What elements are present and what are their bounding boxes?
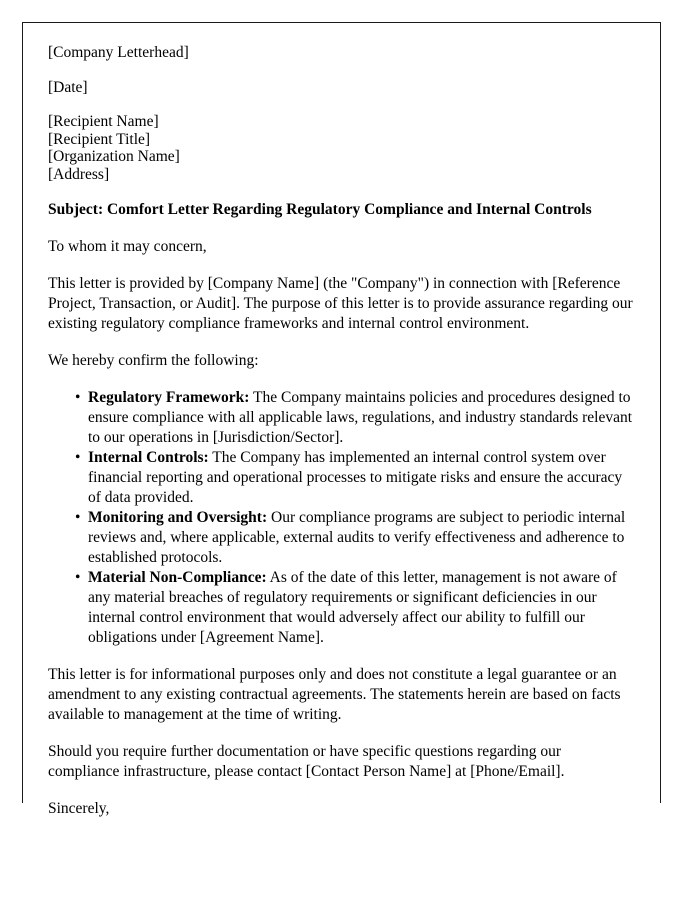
list-item-text: As of the date of this letter, management is not aware of any material breaches of regulatory requirements or significant deficiencies in our internal control environment that would adversely affect our ability to fulfill our obligations under [Agreement Name]. (88, 569, 617, 646)
list-item (48, 388, 636, 448)
disclaimer-paragraph: This letter is for informational purposes only and does not constitute a legal guarantee or an amendment to any existing contractual agreements. The statements herein are based on facts available to management at the time of writing. (48, 666, 621, 723)
intro-paragraph: This letter is provided by [Company Name] (the "Company") in connection with [Reference Project, Transaction, or Audit]. The purpose of this letter is to provide assurance regarding our existing regulatory compliance frameworks and internal control environment. (48, 275, 633, 332)
letter-body (48, 44, 636, 836)
list-item-lead: Regulatory Framework: (88, 389, 250, 406)
list-item (48, 448, 636, 508)
list-item-text: Our compliance programs are subject to periodic internal reviews and, where applicable, external audits to verify effectiveness and adherence to established protocols. (88, 509, 626, 566)
bullet-icon: • (75, 449, 81, 466)
contact-paragraph: Should you require further documentation or have specific questions regarding our compliance infrastructure, please contact [Contact Person Name] at [Phone/Email]. (48, 743, 565, 780)
letterhead-block (48, 44, 636, 62)
list-item-text: The Company has implemented an internal control system over financial reporting and operational processes to mitigate risks and ensure the accuracy of data provided. (88, 449, 623, 506)
list-item-lead: Monitoring and Oversight: (88, 509, 268, 526)
confirmation-lead-in: We hereby confirm the following: (48, 352, 259, 369)
confirmation-list (48, 388, 636, 648)
list-item-lead: Internal Controls: (88, 449, 209, 466)
list-item (48, 508, 636, 568)
list-item-text: The Company maintains policies and procedures designed to ensure compliance with all applicable laws, regulations, and industry standards relevant to our operations in [Jurisdiction/Sector]. (88, 389, 633, 446)
list-item (48, 568, 636, 648)
company-letterhead: [Company Letterhead] (48, 44, 189, 61)
recipient-organization: [Organization Name] (48, 148, 180, 165)
closing-line: Sincerely, (48, 800, 110, 817)
recipient-name: [Recipient Name] (48, 113, 159, 130)
date-block (48, 79, 636, 97)
letter-date: [Date] (48, 78, 88, 96)
bullet-icon: • (75, 509, 81, 526)
bullet-icon: • (75, 389, 81, 406)
bullet-icon: • (75, 569, 81, 586)
list-item-lead: Material Non-Compliance: (88, 569, 267, 586)
subject-line: Subject: Comfort Letter Regarding Regulatory Compliance and Internal Controls (48, 201, 592, 218)
recipient-address-block (48, 113, 636, 183)
recipient-address: [Address] (48, 165, 110, 183)
recipient-title: [Recipient Title] (48, 130, 151, 148)
salutation: To whom it may concern, (48, 238, 207, 255)
